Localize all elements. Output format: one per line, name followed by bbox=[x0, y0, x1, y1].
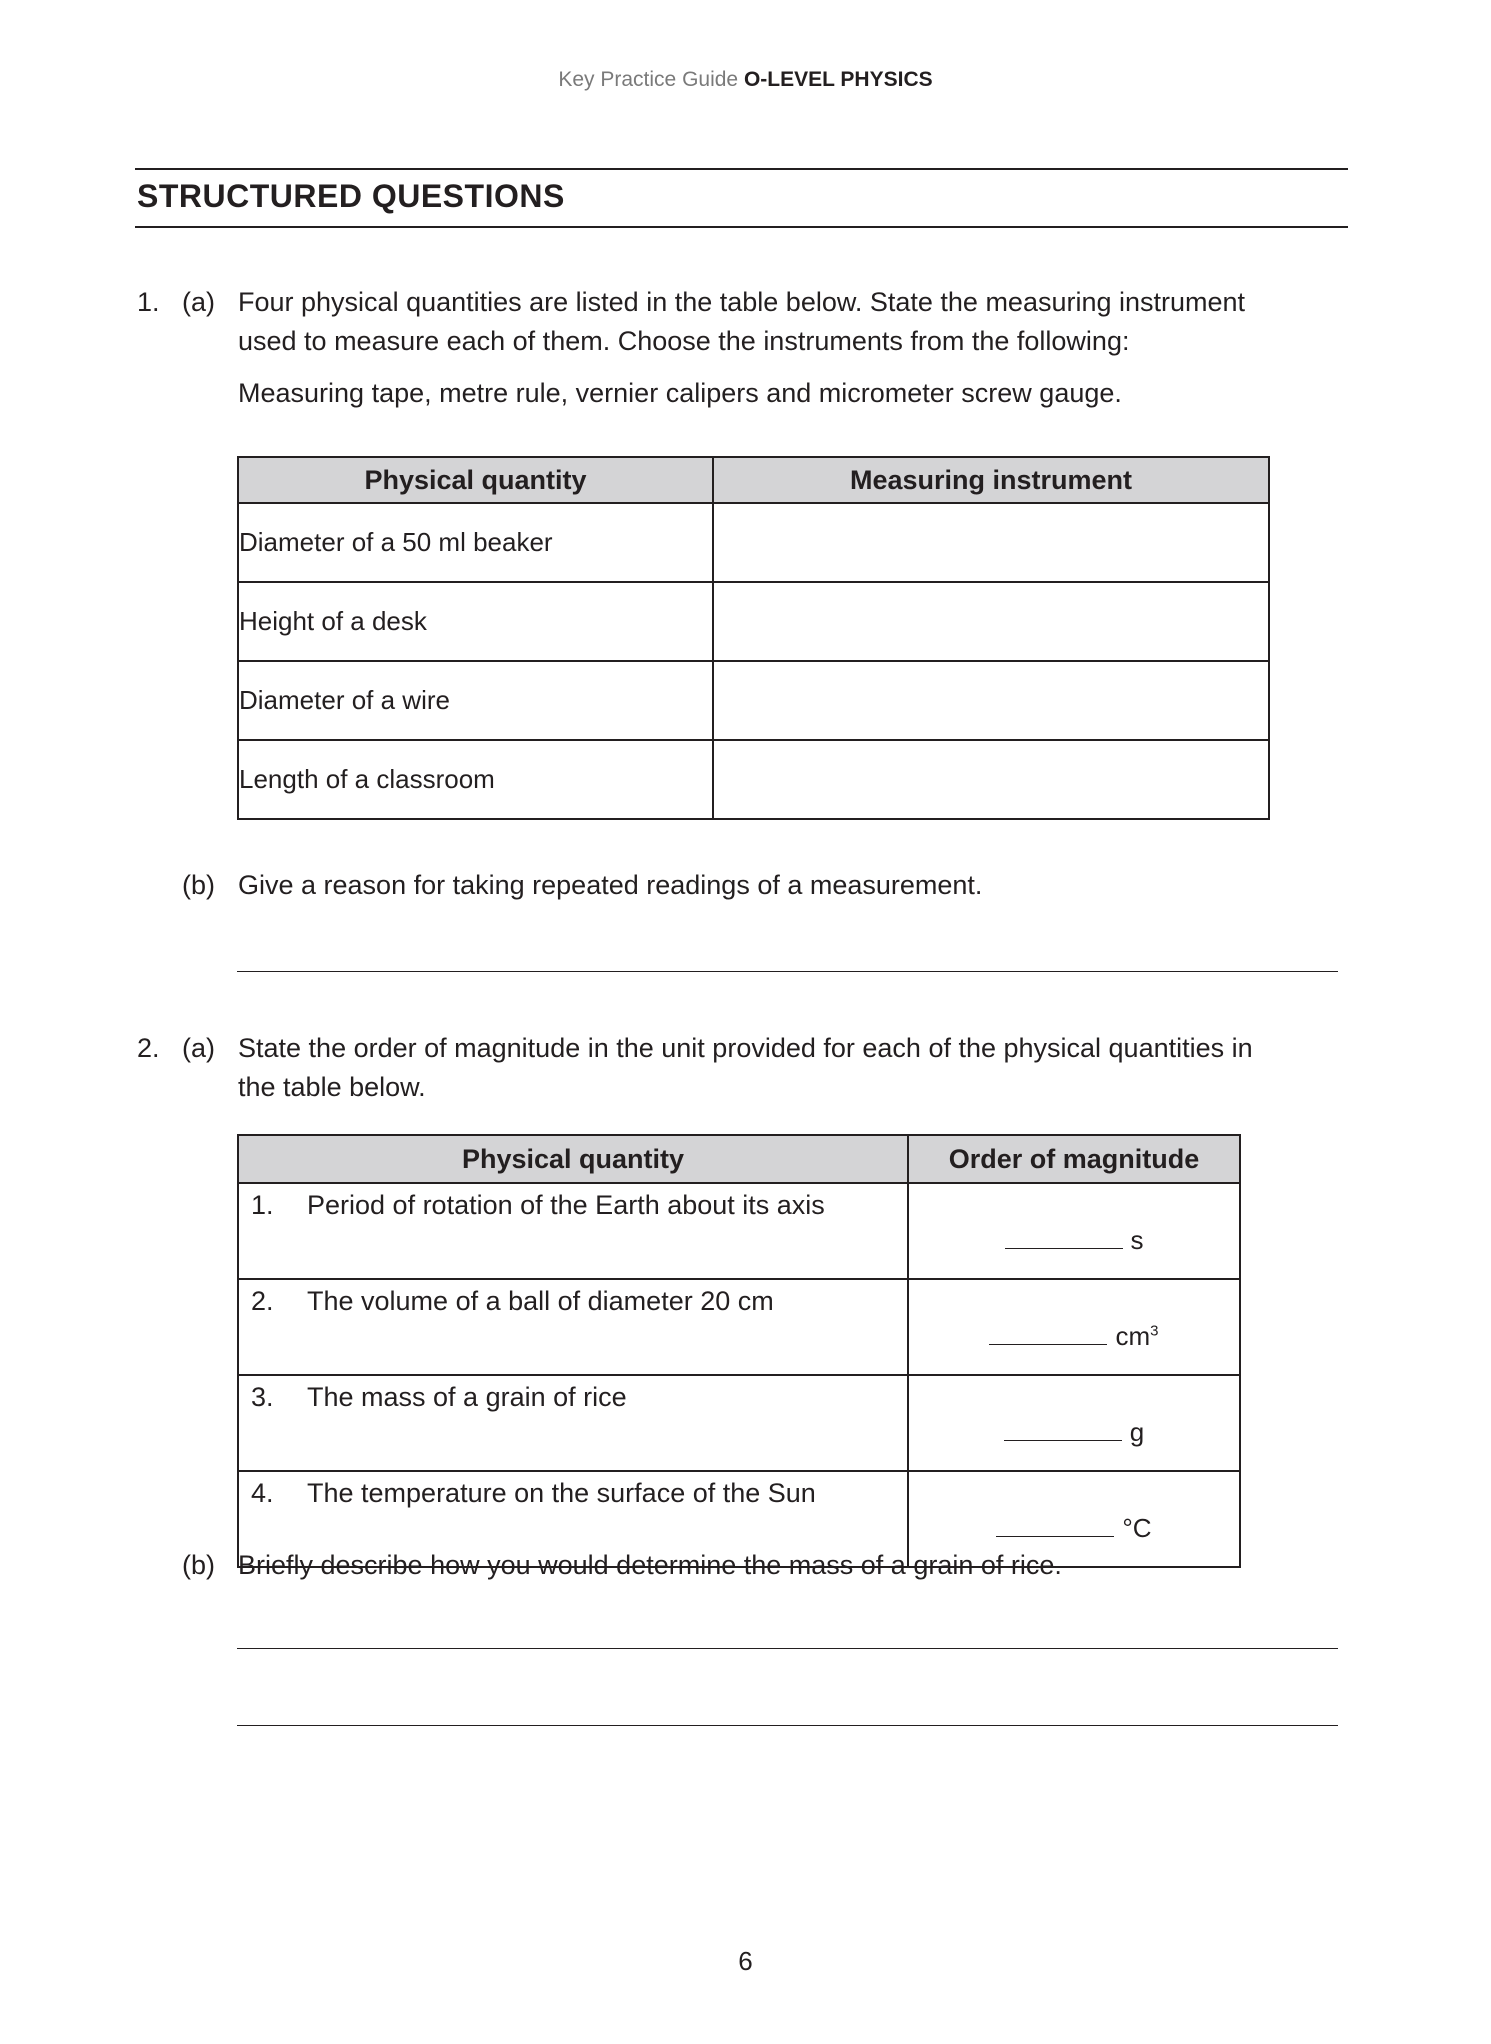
quantity-text: The temperature on the surface of the Sun bbox=[307, 1478, 816, 1508]
table-row bbox=[238, 1183, 1240, 1279]
table-header-row bbox=[238, 457, 1269, 503]
section-top-rule bbox=[135, 168, 1348, 170]
answer-cell[interactable] bbox=[713, 740, 1269, 819]
answer-blank[interactable] bbox=[989, 1343, 1107, 1345]
answer-line[interactable] bbox=[237, 1725, 1338, 1726]
answer-line[interactable] bbox=[237, 1648, 1338, 1649]
question-text: the table below. bbox=[238, 1072, 426, 1102]
question-text: Give a reason for taking repeated readings of a measurement. bbox=[238, 870, 983, 900]
quantity-cell bbox=[238, 1183, 908, 1279]
table-header-row bbox=[238, 1135, 1240, 1183]
quantity-cell: Length of a classroom bbox=[238, 740, 713, 819]
magnitude-table bbox=[237, 1134, 1241, 1568]
question-number: 1. bbox=[137, 287, 160, 317]
question-text: Briefly describe how you would determine the mass of a grain of rice. bbox=[238, 1550, 1062, 1580]
question-text: State the order of magnitude in the unit provided for each of the physical quantities in bbox=[238, 1033, 1253, 1063]
unit-superscript: 3 bbox=[1150, 1321, 1159, 1339]
table-row bbox=[238, 1375, 1240, 1471]
answer-line[interactable] bbox=[237, 971, 1338, 972]
instrument-options: Measuring tape, metre rule, vernier calipers and micrometer screw gauge. bbox=[238, 378, 1122, 408]
column-header: Physical quantity bbox=[238, 1135, 908, 1183]
quantity-cell bbox=[238, 1375, 908, 1471]
column-header: Measuring instrument bbox=[713, 457, 1269, 503]
answer-cell[interactable] bbox=[908, 1183, 1240, 1279]
row-number: 3. bbox=[251, 1382, 274, 1412]
answer-cell[interactable] bbox=[713, 503, 1269, 582]
table-row bbox=[238, 661, 1269, 740]
part-label: (b) bbox=[182, 870, 215, 900]
unit: s bbox=[1130, 1224, 1144, 1255]
running-header bbox=[0, 68, 1491, 92]
unit: g bbox=[1129, 1416, 1145, 1447]
column-header: Order of magnitude bbox=[908, 1135, 1240, 1183]
table-row bbox=[238, 503, 1269, 582]
quantity-cell bbox=[238, 1279, 908, 1375]
answer-cell[interactable] bbox=[713, 661, 1269, 740]
column-header: Physical quantity bbox=[238, 457, 713, 503]
part-label: (b) bbox=[182, 1550, 215, 1580]
instrument-table bbox=[237, 456, 1270, 820]
answer-blank[interactable] bbox=[1005, 1247, 1123, 1249]
quantity-text: The volume of a ball of diameter 20 cm bbox=[307, 1286, 774, 1316]
row-number: 1. bbox=[251, 1190, 274, 1220]
quantity-cell: Diameter of a wire bbox=[238, 661, 713, 740]
answer-cell[interactable] bbox=[713, 582, 1269, 661]
unit: °C bbox=[1122, 1512, 1152, 1543]
row-number: 2. bbox=[251, 1286, 274, 1316]
quantity-text: Period of rotation of the Earth about its axis bbox=[307, 1190, 825, 1220]
answer-cell[interactable] bbox=[908, 1279, 1240, 1375]
table-row bbox=[238, 582, 1269, 661]
part-label: (a) bbox=[182, 1033, 215, 1063]
table-row bbox=[238, 740, 1269, 819]
series-title: Key Practice Guide bbox=[558, 68, 739, 91]
question-text: Four physical quantities are listed in the table below. State the measuring instrument bbox=[238, 287, 1246, 317]
part-label: (a) bbox=[182, 287, 215, 317]
answer-cell[interactable] bbox=[908, 1375, 1240, 1471]
subject-title: O-LEVEL PHYSICS bbox=[743, 68, 933, 91]
quantity-cell: Height of a desk bbox=[238, 582, 713, 661]
quantity-cell: Diameter of a 50 ml beaker bbox=[238, 503, 713, 582]
row-number: 4. bbox=[251, 1478, 274, 1508]
section-title: STRUCTURED QUESTIONS bbox=[137, 178, 565, 214]
question-number: 2. bbox=[137, 1033, 160, 1063]
quantity-text: The mass of a grain of rice bbox=[307, 1382, 627, 1412]
page-number: 6 bbox=[738, 1946, 753, 1976]
answer-blank[interactable] bbox=[996, 1535, 1114, 1537]
question-text: used to measure each of them. Choose the instruments from the following: bbox=[238, 326, 1130, 356]
unit: cm bbox=[1115, 1320, 1151, 1351]
answer-blank[interactable] bbox=[1004, 1439, 1122, 1441]
section-bottom-rule bbox=[135, 226, 1348, 228]
table-row bbox=[238, 1279, 1240, 1375]
